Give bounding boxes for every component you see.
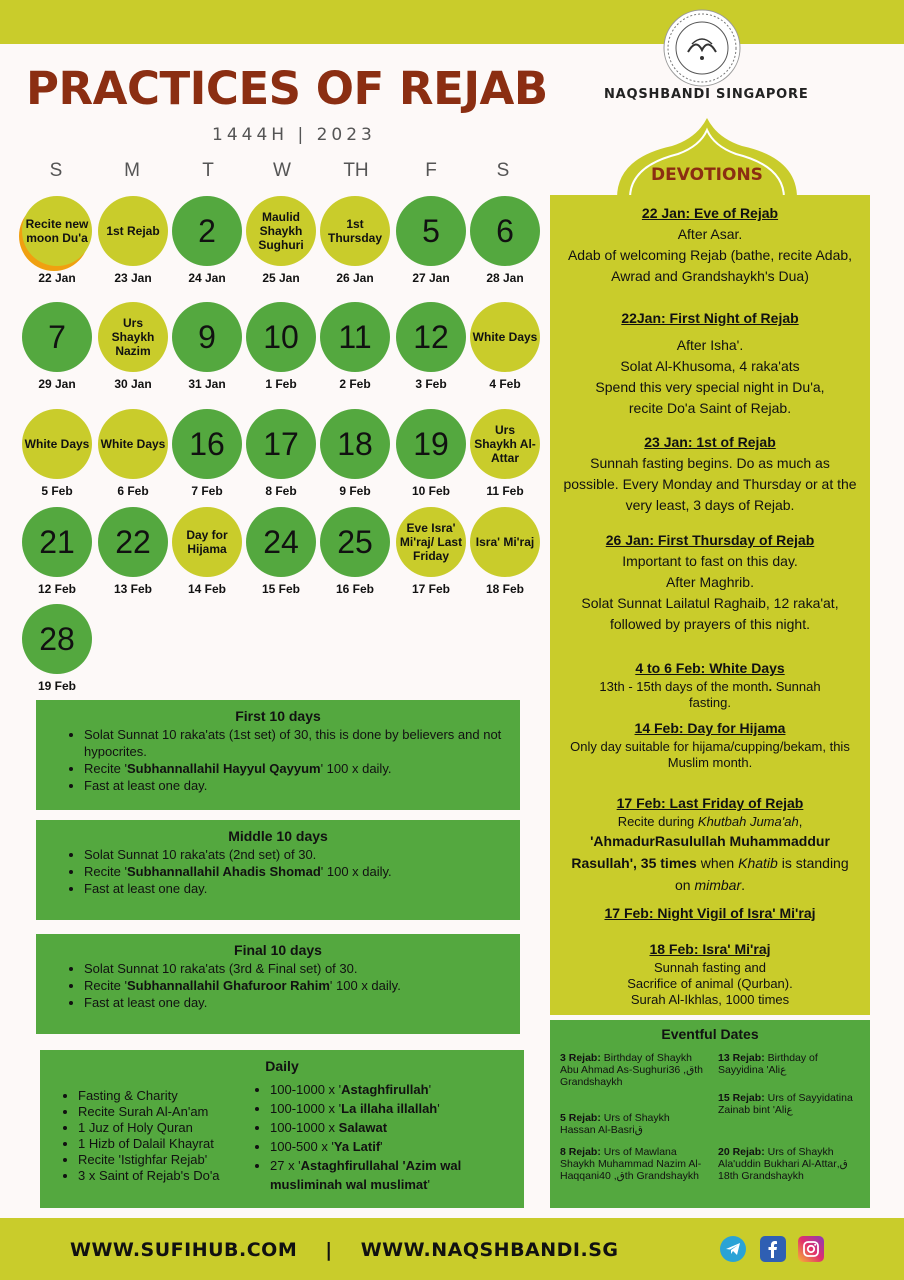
calendar-day (22, 604, 92, 693)
list-item: • Recite 'Subhannallahil Ahadis Shomad' 100 x daily. (84, 863, 520, 880)
gregorian-date: 15 Feb (261, 582, 300, 596)
list-item: • Solat Sunnat 10 raka'ats (2nd set) of 30. (84, 846, 520, 863)
calendar-day (246, 196, 316, 285)
calendar-day (22, 507, 92, 596)
list-item: • Recite 'Subhannallahil Hayyul Qayyum' 100 x daily. (84, 760, 520, 777)
devotion-1st-rejab (550, 432, 870, 516)
gregorian-date: 25 Jan (262, 271, 300, 285)
gregorian-date: 3 Feb (415, 377, 447, 391)
day-number: 22 (98, 507, 168, 577)
gregorian-date: 11 Feb (486, 484, 524, 498)
gregorian-date: 9 Feb (339, 484, 371, 498)
list-item: • Recite Surah Al-An'am (78, 1104, 250, 1120)
first-10-days-box (36, 700, 520, 810)
day-event-label: 1st Thursday (320, 196, 390, 266)
instagram-icon[interactable] (798, 1236, 824, 1262)
top-bar (0, 0, 904, 44)
page-title: PRACTICES OF REJAB (26, 62, 548, 115)
calendar-day (172, 507, 242, 596)
event-item: 8 Rejab: Urs of Mawlana Shaykh Muhammad Nazim Al-Haqqaniق, 40th Grandshaykh (560, 1146, 702, 1182)
calendar-day (396, 196, 466, 285)
gregorian-date: 5 Feb (41, 484, 73, 498)
day-number: 28 (22, 604, 92, 674)
devotion-white-days (550, 658, 870, 711)
day-number: 5 (396, 196, 466, 266)
gregorian-date: 7 Feb (191, 484, 223, 498)
calendar-day (98, 409, 168, 498)
list-item: • 100-1000 x 'Astaghfirullah' (270, 1080, 495, 1099)
devotions-title: DEVOTIONS (651, 165, 763, 185)
event-item: 5 Rejab: Urs of Shaykh Hassan Al-Basriق (560, 1112, 670, 1136)
day-event-label: Urs Shaykh Nazim (98, 302, 168, 372)
weekday-label: M (124, 160, 140, 181)
list-item: • Recite 'Subhannallahil Ghafuroor Rahim' 100 x daily. (84, 977, 520, 994)
devotion-text: Important to fast on this day. (622, 553, 798, 569)
event-item: 15 Rejab: Urs of Sayyidatina Zainab bint 'Aliع (718, 1092, 853, 1116)
day-number: 17 (246, 409, 316, 479)
weekday-label: T (202, 160, 214, 181)
devotion-heading: 4 to 6 Feb: White Days (635, 660, 785, 676)
gregorian-date: 26 Jan (336, 271, 374, 285)
gregorian-date: 14 Feb (187, 582, 226, 596)
list-item: • Fasting & Charity (78, 1088, 250, 1104)
gregorian-date: 30 Jan (114, 377, 152, 391)
devotion-text: After Maghrib. (666, 574, 754, 590)
devotion-first-night (550, 308, 870, 419)
devotion-eve-of-rejab (550, 203, 870, 287)
gregorian-date: 8 Feb (265, 484, 297, 498)
devotion-heading: 22 Jan: Eve of Rejab (641, 205, 779, 221)
first-10-days-title: First 10 days (235, 708, 321, 724)
day-number: 9 (172, 302, 242, 372)
daily-list-2 (270, 1080, 495, 1194)
calendar-day (320, 302, 390, 391)
devotion-text: 13th - 15th days of the month. Sunnah fasting. (599, 679, 821, 710)
gregorian-date: 1 Feb (265, 377, 297, 391)
day-event-label: Isra' Mi'raj (470, 507, 540, 577)
list-item: • 3 x Saint of Rejab's Do'a (78, 1168, 250, 1184)
day-number: 7 (22, 302, 92, 372)
calendar-day (246, 409, 316, 498)
devotion-night-vigil (550, 903, 870, 924)
gregorian-date: 19 Feb (37, 679, 76, 693)
telegram-icon[interactable] (720, 1236, 746, 1262)
devotion-heading: 14 Feb: Day for Hijama (634, 720, 786, 736)
weekday-label: S (49, 160, 63, 181)
devotion-first-thursday (550, 530, 870, 635)
devotion-text: Sunnah fasting begins. Do as much as possible. Every Monday and Thursday or at the very least, 3 days of Rejab. (563, 455, 857, 513)
list-item: • Fast at least one day. (84, 880, 520, 897)
middle-10-days-list (84, 846, 520, 897)
day-event-label: Day for Hijama (172, 507, 242, 577)
daily-list-1 (78, 1088, 250, 1184)
weekday-label: F (425, 160, 437, 181)
day-event-label: White Days (98, 409, 168, 479)
calendar-day (470, 196, 540, 285)
day-number: 10 (246, 302, 316, 372)
devotion-heading: 22Jan: First Night of Rejab (621, 310, 799, 326)
gregorian-date: 6 Feb (117, 484, 149, 498)
calendar-day (246, 302, 316, 391)
naqshbandi-logo (662, 8, 742, 88)
weekday-label: S (496, 160, 510, 181)
calendar-day (470, 409, 540, 498)
devotion-text: Recite during Khutbah Juma'ah, (617, 814, 803, 829)
gregorian-date: 27 Jan (412, 271, 450, 285)
naqshbandi-link[interactable]: WWW.NAQSHBANDI.SG (360, 1239, 619, 1261)
calendar-day (470, 507, 540, 596)
calendar-day (172, 196, 242, 285)
list-item: • 100-1000 x 'La illaha illallah' (270, 1099, 495, 1118)
gregorian-date: 4 Feb (489, 377, 521, 391)
footer-links (70, 1239, 619, 1261)
event-item: 3 Rejab: Birthday of Shaykh Abu Ahmad As-Sughuriق, 36th Grandshaykh (560, 1052, 704, 1088)
weekday-label: TH (343, 160, 369, 181)
gregorian-date: 16 Feb (335, 582, 374, 596)
day-number: 12 (396, 302, 466, 372)
facebook-icon[interactable] (760, 1236, 786, 1262)
calendar-day (22, 302, 92, 391)
devotion-text: After Asar. (677, 226, 743, 242)
devotion-last-friday (550, 793, 870, 896)
list-item: • 1 Juz of Holy Quran (78, 1120, 250, 1136)
gregorian-date: 29 Jan (38, 377, 76, 391)
calendar-day (396, 409, 466, 498)
final-10-days-box (36, 934, 520, 1034)
devotion-text: Surah Al-Ikhlas, 1000 times (630, 992, 790, 1007)
devotion-text: Solat Al-Khusoma, 4 raka'ats (620, 358, 800, 374)
gregorian-date: 10 Feb (411, 484, 450, 498)
list-item: • 100-1000 x Salawat (270, 1118, 495, 1137)
devotion-heading: 18 Feb: Isra' Mi'raj (649, 941, 771, 957)
list-item: • Solat Sunnat 10 raka'ats (1st set) of 30, this is done by believers and not hypocrites. (84, 726, 520, 760)
daily-box (40, 1050, 524, 1208)
calendar-day (98, 302, 168, 391)
final-10-days-title: Final 10 days (234, 942, 322, 958)
day-number: 25 (320, 507, 390, 577)
event-item: 13 Rejab: Birthday of Sayyidina 'Aliع (718, 1052, 818, 1076)
day-event-label: Recite new moon Du'a (22, 196, 92, 266)
day-event-label: Maulid Shaykh Sughuri (246, 196, 316, 266)
list-item: • 27 x 'Astaghfirullahal 'Azim wal musliminah wal muslimat' (270, 1156, 495, 1194)
calendar-day (98, 507, 168, 596)
calendar-day (320, 409, 390, 498)
devotion-heading: 17 Feb: Last Friday of Rejab (616, 795, 804, 811)
day-event-label: Eve Isra' Mi'raj/ Last Friday (396, 507, 466, 577)
devotion-text: Only day suitable for hijama/cupping/bekam, this Muslim month. (570, 739, 850, 770)
calendar-day (172, 409, 242, 498)
calendar-day (320, 196, 390, 285)
devotion-heading: 23 Jan: 1st of Rejab (644, 434, 776, 450)
eventful-dates-box (550, 1020, 870, 1208)
calendar-day (98, 196, 168, 285)
gregorian-date: 18 Feb (485, 582, 524, 596)
devotion-text: Sunnah fasting and (653, 960, 767, 975)
calendar-day (396, 302, 466, 391)
gregorian-date: 2 Feb (339, 377, 371, 391)
org-name: NAQSHBANDI SINGAPORE (604, 87, 809, 102)
list-item: • Fast at least one day. (84, 994, 520, 1011)
calendar-day (470, 302, 540, 391)
weekday-label: W (273, 160, 291, 181)
list-item: • 1 Hizb of Dalail Khayrat (78, 1136, 250, 1152)
calendar-day (22, 196, 92, 285)
devotion-text: 'AhmadurRasulullah Muhammaddur Rasullah', 35 times when Khatib is standing on mimbar. (571, 833, 849, 893)
devotion-hijama (550, 718, 870, 771)
gregorian-date: 23 Jan (114, 271, 152, 285)
gregorian-date: 28 Jan (486, 271, 524, 285)
list-item: • 100-500 x 'Ya Latif' (270, 1137, 495, 1156)
devotion-text: Sacrifice of animal (Qurban). (627, 976, 793, 991)
day-number: 2 (172, 196, 242, 266)
sufihub-link[interactable]: WWW.SUFIHUB.COM (70, 1239, 298, 1261)
devotion-text: After Isha'. (676, 337, 744, 353)
event-item: 20 Rejab: Urs of Shaykh Ala'uddin Bukhari Al-Attarق, 18th Grandshaykh (718, 1146, 848, 1182)
devotion-heading: 17 Feb: Night Vigil of Isra' Mi'raj (604, 905, 816, 921)
footer-separator: | (325, 1239, 333, 1261)
gregorian-date: 31 Jan (188, 377, 226, 391)
day-number: 19 (396, 409, 466, 479)
day-number: 6 (470, 196, 540, 266)
calendar-day (172, 302, 242, 391)
devotion-isra-miraj (550, 939, 870, 1008)
final-10-days-list (84, 960, 520, 1011)
day-number: 11 (320, 302, 390, 372)
devotion-text: Spend this very special night in Du'a, recite Do'a Saint of Rejab. (595, 379, 825, 416)
devotion-text: Adab of welcoming Rejab (bathe, recite Adab, Awrad and Grandshaykh's Dua) (567, 247, 853, 284)
list-item: • Fast at least one day. (84, 777, 520, 794)
day-number: 24 (246, 507, 316, 577)
list-item: • Solat Sunnat 10 raka'ats (3rd & Final set) of 30. (84, 960, 520, 977)
day-event-label: White Days (22, 409, 92, 479)
day-number: 21 (22, 507, 92, 577)
gregorian-date: 12 Feb (37, 582, 76, 596)
day-number: 18 (320, 409, 390, 479)
calendar-day (396, 507, 466, 596)
devotion-heading: 26 Jan: First Thursday of Rejab (605, 532, 815, 548)
middle-10-days-box (36, 820, 520, 920)
day-event-label: 1st Rejab (98, 196, 168, 266)
gregorian-date: 13 Feb (113, 582, 152, 596)
gregorian-date: 24 Jan (188, 271, 226, 285)
calendar-day (22, 409, 92, 498)
page-subtitle: 1444H | 2023 (212, 125, 376, 145)
calendar-day (320, 507, 390, 596)
devotion-text: Solat Sunnat Lailatul Raghaib, 12 raka'at, followed by prayers of this night. (581, 595, 839, 632)
first-10-days-list (84, 726, 520, 794)
calendar-day (246, 507, 316, 596)
day-number: 16 (172, 409, 242, 479)
gregorian-date: 17 Feb (411, 582, 450, 596)
day-event-label: White Days (470, 302, 540, 372)
daily-title: Daily (265, 1058, 299, 1074)
devotions-dome (612, 118, 802, 198)
list-item: • Recite 'Istighfar Rejab' (78, 1152, 250, 1168)
day-event-label: Urs Shaykh Al-Attar (470, 409, 540, 479)
middle-10-days-title: Middle 10 days (228, 828, 328, 844)
gregorian-date: 22 Jan (38, 271, 76, 285)
eventful-dates-title: Eventful Dates (661, 1026, 759, 1042)
